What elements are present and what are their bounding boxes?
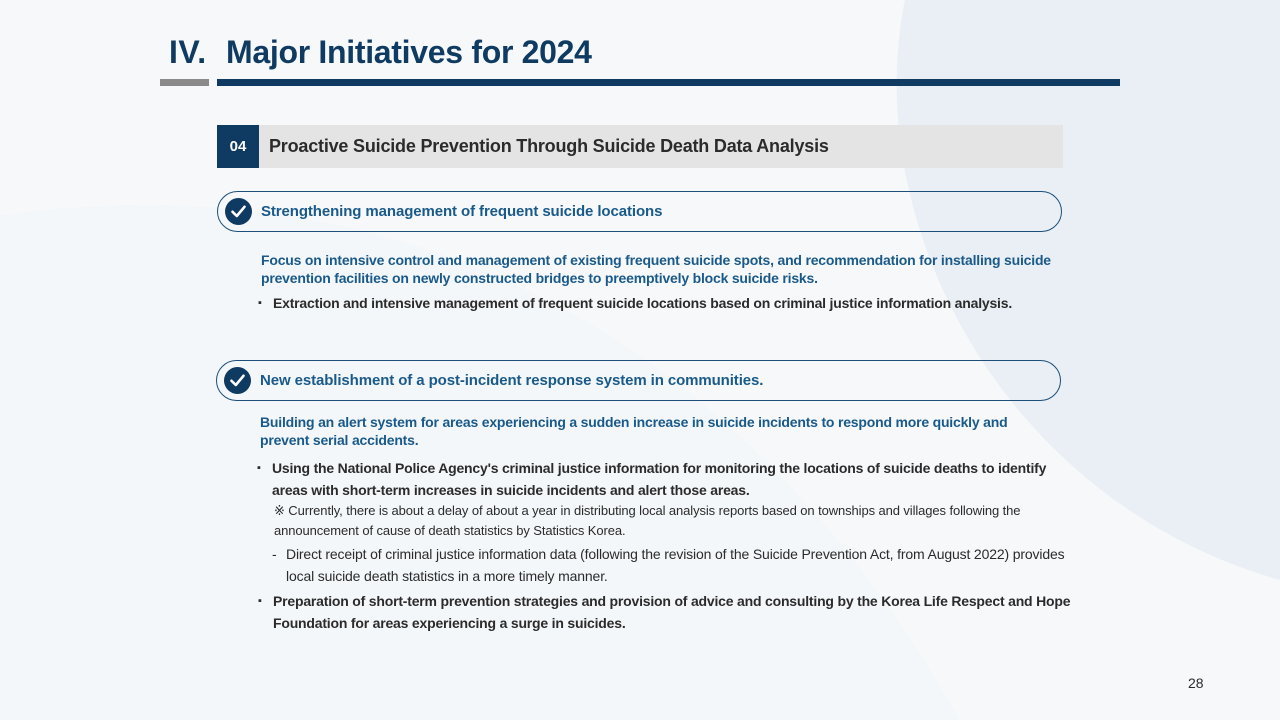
title-rule-gray bbox=[160, 79, 209, 86]
dash-text: Direct receipt of criminal justice information data (following the revision of the Suicide Prevention Act, from August 2022) provides local suicide death statistics in a more timely manner. bbox=[286, 546, 1065, 584]
check-circle-icon bbox=[225, 198, 252, 225]
bullet-marker: ▪ bbox=[258, 297, 262, 309]
bullet-marker: ▪ bbox=[258, 595, 262, 607]
check-circle-icon bbox=[224, 367, 251, 394]
bullet-text: Extraction and intensive management of frequent suicide locations based on criminal justice information analysis. bbox=[273, 295, 1013, 311]
dash-marker: - bbox=[272, 546, 277, 562]
topic-number-badge: 04 bbox=[217, 125, 259, 168]
initiative-title-2: New establishment of a post-incident response system in communities. bbox=[260, 372, 764, 389]
initiative-heading-1 bbox=[217, 191, 1062, 232]
bullet-item bbox=[258, 590, 1073, 634]
bullet-item bbox=[258, 292, 1053, 314]
title-rule-navy bbox=[217, 79, 1120, 86]
dash-item bbox=[272, 543, 1076, 587]
page-title: Major Initiatives for 2024 bbox=[226, 34, 592, 70]
topic-title: Proactive Suicide Prevention Through Suicide Death Data Analysis bbox=[269, 136, 829, 156]
bullet-item bbox=[257, 457, 1062, 501]
section-number: IV. bbox=[169, 34, 207, 70]
bullet-marker: ▪ bbox=[257, 462, 261, 474]
initiative-summary-1: Focus on intensive control and management of existing frequent suicide spots, and recommendation for installing suicide prevention facilities on newly constructed bridges to preemptively block suicide risks. bbox=[261, 252, 1051, 286]
topic-header-bar bbox=[217, 125, 1063, 168]
page-number: 28 bbox=[1188, 675, 1204, 691]
reference-note: ※ Currently, there is about a delay of about a year in distributing local analysis reports based on townships and villages following the announcement of cause of death statistics by Statistics Korea. bbox=[274, 503, 1021, 538]
initiative-title-1: Strengthening management of frequent suicide locations bbox=[261, 203, 663, 220]
bullet-text: Using the National Police Agency's criminal justice information for monitoring the locations of suicide deaths to identify areas with short-term increases in suicide incidents and alert those areas. bbox=[272, 460, 1047, 498]
initiative-heading-2 bbox=[216, 360, 1061, 401]
bullet-text: Preparation of short-term prevention strategies and provision of advice and consulting by the Korea Life Respect and Hope Foundation for areas experiencing a surge in suicides. bbox=[273, 593, 1071, 631]
initiative-summary-2: Building an alert system for areas experiencing a sudden increase in suicide incidents to respond more quickly and prevent serial accidents. bbox=[260, 414, 1008, 448]
